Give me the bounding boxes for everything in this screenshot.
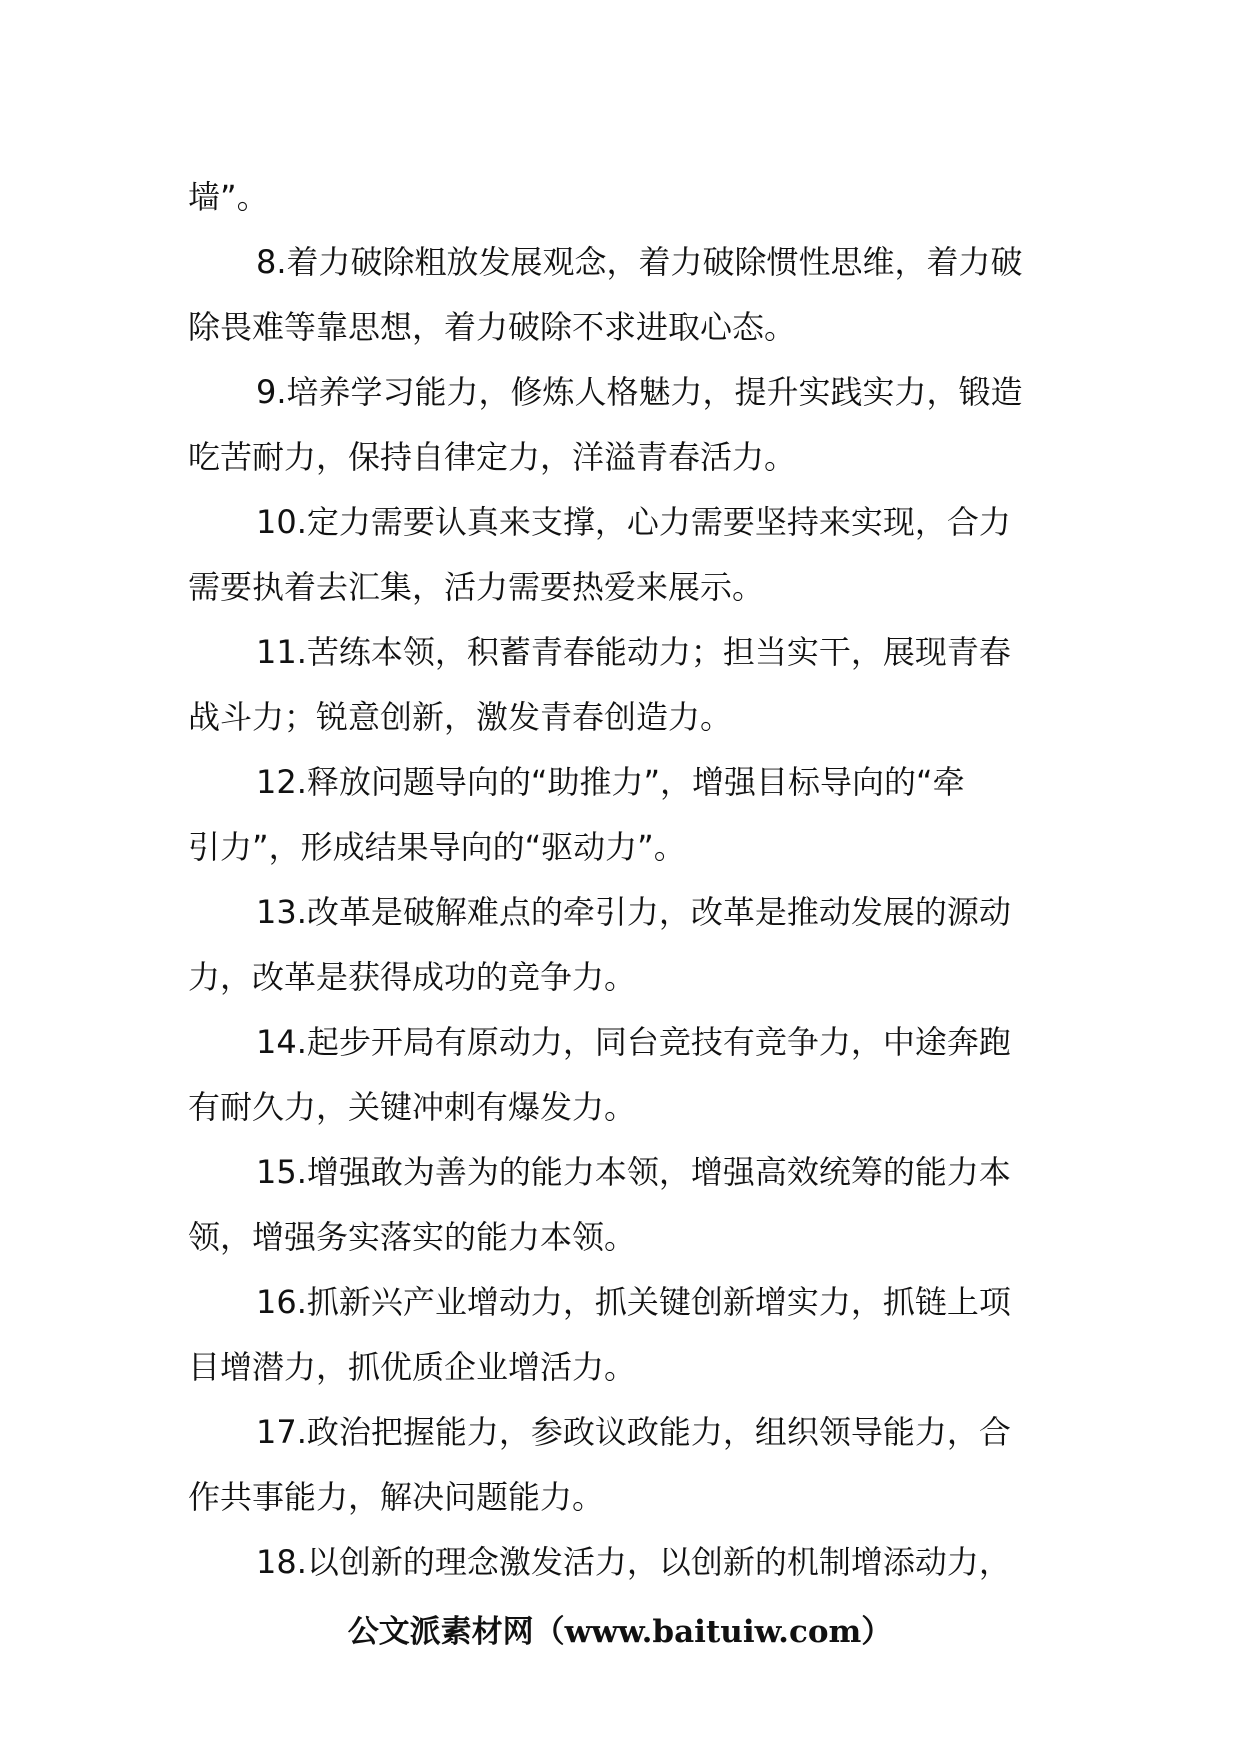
list-item-9-line-2: 吃苦耐力，保持自律定力，洋溢青春活力。 bbox=[188, 438, 797, 476]
page-footer-watermark: 公文派素材网（www.baituiw.com） bbox=[347, 1614, 893, 1650]
list-item-13-line-1: 13.改革是破解难点的牵引力，改革是推动发展的源动 bbox=[256, 893, 1011, 931]
list-item-11-line-1: 11.苦练本领，积蓄青春能动力；担当实干，展现青春 bbox=[256, 633, 1011, 671]
list-item-17-line-2: 作共事能力，解决问题能力。 bbox=[188, 1478, 605, 1516]
list-item-10-line-1: 10.定力需要认真来支撑，心力需要坚持来实现，合力 bbox=[256, 503, 1011, 541]
list-item-14-line-2: 有耐久力，关键冲刺有爆发力。 bbox=[188, 1088, 637, 1126]
list-item-8-line-2: 除畏难等靠思想，着力破除不求进取心态。 bbox=[188, 308, 797, 346]
list-item-12-line-1: 12.释放问题导向的“助推力”，增强目标导向的“牵 bbox=[256, 763, 965, 801]
list-item-13-line-2: 力，改革是获得成功的竞争力。 bbox=[188, 958, 637, 996]
list-item-10-line-2: 需要执着去汇集，活力需要热爱来展示。 bbox=[188, 568, 765, 606]
list-item-15-line-1: 15.增强敢为善为的能力本领，增强高效统筹的能力本 bbox=[256, 1153, 1011, 1191]
list-item-15-line-2: 领，增强务实落实的能力本领。 bbox=[188, 1218, 637, 1256]
list-item-16-line-2: 目增潜力，抓优质企业增活力。 bbox=[188, 1348, 637, 1386]
list-item-17-line-1: 17.政治把握能力，参政议政能力，组织领导能力，合 bbox=[256, 1413, 1011, 1451]
list-item-14-line-1: 14.起步开局有原动力，同台竞技有竞争力，中途奔跑 bbox=[256, 1023, 1011, 1061]
list-item-9-line-1: 9.培养学习能力，修炼人格魅力，提升实践实力，锻造 bbox=[256, 373, 1023, 411]
list-item-16-line-1: 16.抓新兴产业增动力，抓关键创新增实力，抓链上项 bbox=[256, 1283, 1011, 1321]
list-item-18-line-1: 18.以创新的理念激发活力，以创新的机制增添动力， bbox=[256, 1543, 1011, 1581]
document-body bbox=[188, 165, 1060, 1595]
list-item-11-line-2: 战斗力；锐意创新，激发青春创造力。 bbox=[188, 698, 733, 736]
text-line-continuation: 墙”。 bbox=[188, 178, 269, 216]
list-item-12-line-2: 引力”，形成结果导向的“驱动力”。 bbox=[188, 828, 686, 866]
list-item-8-line-1: 8.着力破除粗放发展观念，着力破除惯性思维，着力破 bbox=[256, 243, 1023, 281]
